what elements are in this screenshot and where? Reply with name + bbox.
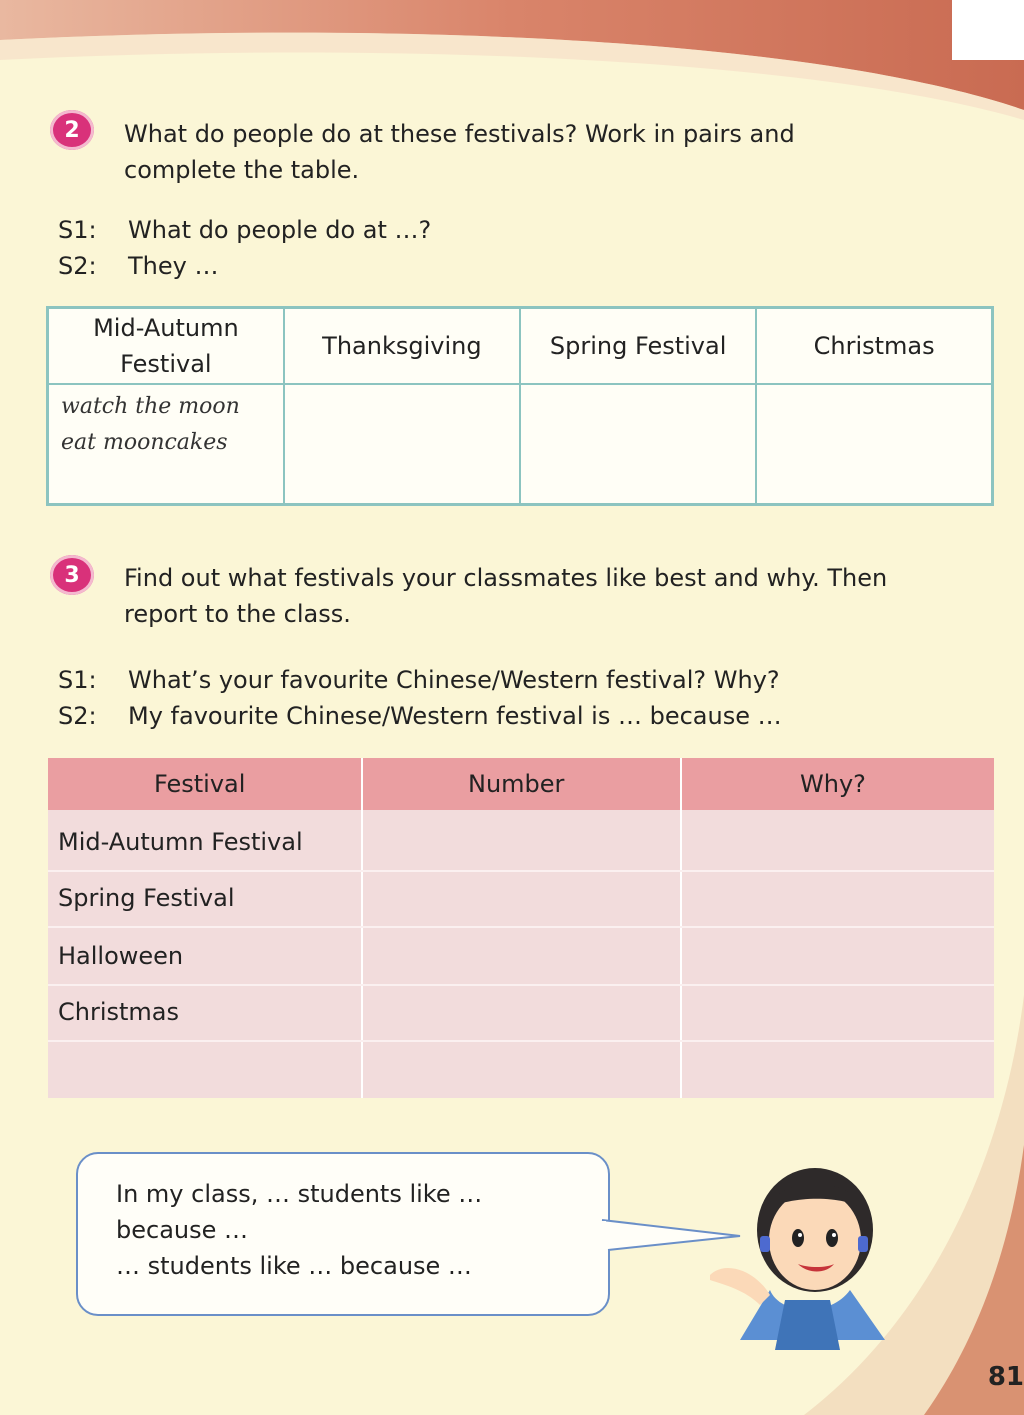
exercise-2-instruction-line2: complete the table. (124, 156, 360, 184)
table-row-mid-autumn: Mid-Autumn Festival (58, 828, 303, 856)
header-christmas: Christmas (756, 308, 992, 385)
exercise-3-dialogue (58, 662, 782, 734)
row-divider (48, 926, 994, 928)
exercise-3-instruction-line1: Find out what festivals your classmates like best and why. Then (124, 564, 888, 592)
table-header-row (48, 308, 993, 385)
column-divider (680, 758, 682, 1098)
header-mid-autumn: Mid-Autumn Festival (48, 308, 284, 385)
s1-text: What’s your favourite Chinese/Western festival? Why? (128, 666, 780, 694)
top-swoosh-decoration (0, 0, 1024, 120)
header-thanksgiving: Thanksgiving (284, 308, 520, 385)
bubble-line3: … students like … because … (116, 1252, 472, 1280)
dialogue-line-s1 (58, 212, 431, 248)
exercise-2-instruction (124, 116, 994, 188)
exercise-3-instruction (124, 560, 994, 632)
speaker-s2: S2: (58, 702, 97, 730)
activity-item: eat mooncakes (61, 430, 228, 455)
cell-mid-autumn-activities (48, 384, 284, 505)
bubble-line2: because … (116, 1216, 249, 1244)
table-row (48, 384, 993, 505)
row-divider (48, 984, 994, 986)
exercise-2-instruction-line1: What do people do at these festivals? Work in pairs and (124, 120, 795, 148)
festival-activities-table (46, 306, 994, 506)
exercise-3-instruction-line2: report to the class. (124, 600, 351, 628)
table-row-christmas: Christmas (58, 998, 180, 1026)
speaker-s2: S2: (58, 252, 97, 280)
bubble-line1: In my class, … students like … (116, 1180, 483, 1208)
column-divider (361, 758, 363, 1098)
header-festival: Festival (154, 770, 246, 798)
s1-text: What do people do at …? (128, 216, 432, 244)
header-spring-festival: Spring Festival (520, 308, 756, 385)
speaker-s1: S1: (58, 216, 97, 244)
exercise-2-badge: 2 (50, 110, 94, 150)
speech-bubble-text (116, 1176, 586, 1284)
corner-blank (952, 0, 1024, 60)
s2-text: They … (128, 252, 219, 280)
table-row-halloween: Halloween (58, 942, 184, 970)
dialogue-line-s2 (58, 248, 431, 284)
table-row-spring-festival: Spring Festival (58, 884, 235, 912)
survey-table (48, 758, 994, 1098)
cell-spring-festival-activities[interactable] (520, 384, 756, 505)
row-divider (48, 1040, 994, 1042)
header-why: Why? (800, 770, 866, 798)
s2-text: My favourite Chinese/Western festival is … because … (128, 702, 782, 730)
exercise-3-badge: 3 (50, 555, 94, 595)
dialogue-line-s2 (58, 698, 782, 734)
exercise-2-dialogue (58, 212, 431, 284)
activity-item: watch the moon (61, 394, 240, 419)
dialogue-line-s1 (58, 662, 782, 698)
page-number: 81 (987, 1362, 1024, 1392)
speaker-s1: S1: (58, 666, 97, 694)
cell-christmas-activities[interactable] (756, 384, 992, 505)
header-number: Number (468, 770, 565, 798)
row-divider (48, 870, 994, 872)
cell-thanksgiving-activities[interactable] (284, 384, 520, 505)
girl-illustration (680, 1140, 930, 1360)
